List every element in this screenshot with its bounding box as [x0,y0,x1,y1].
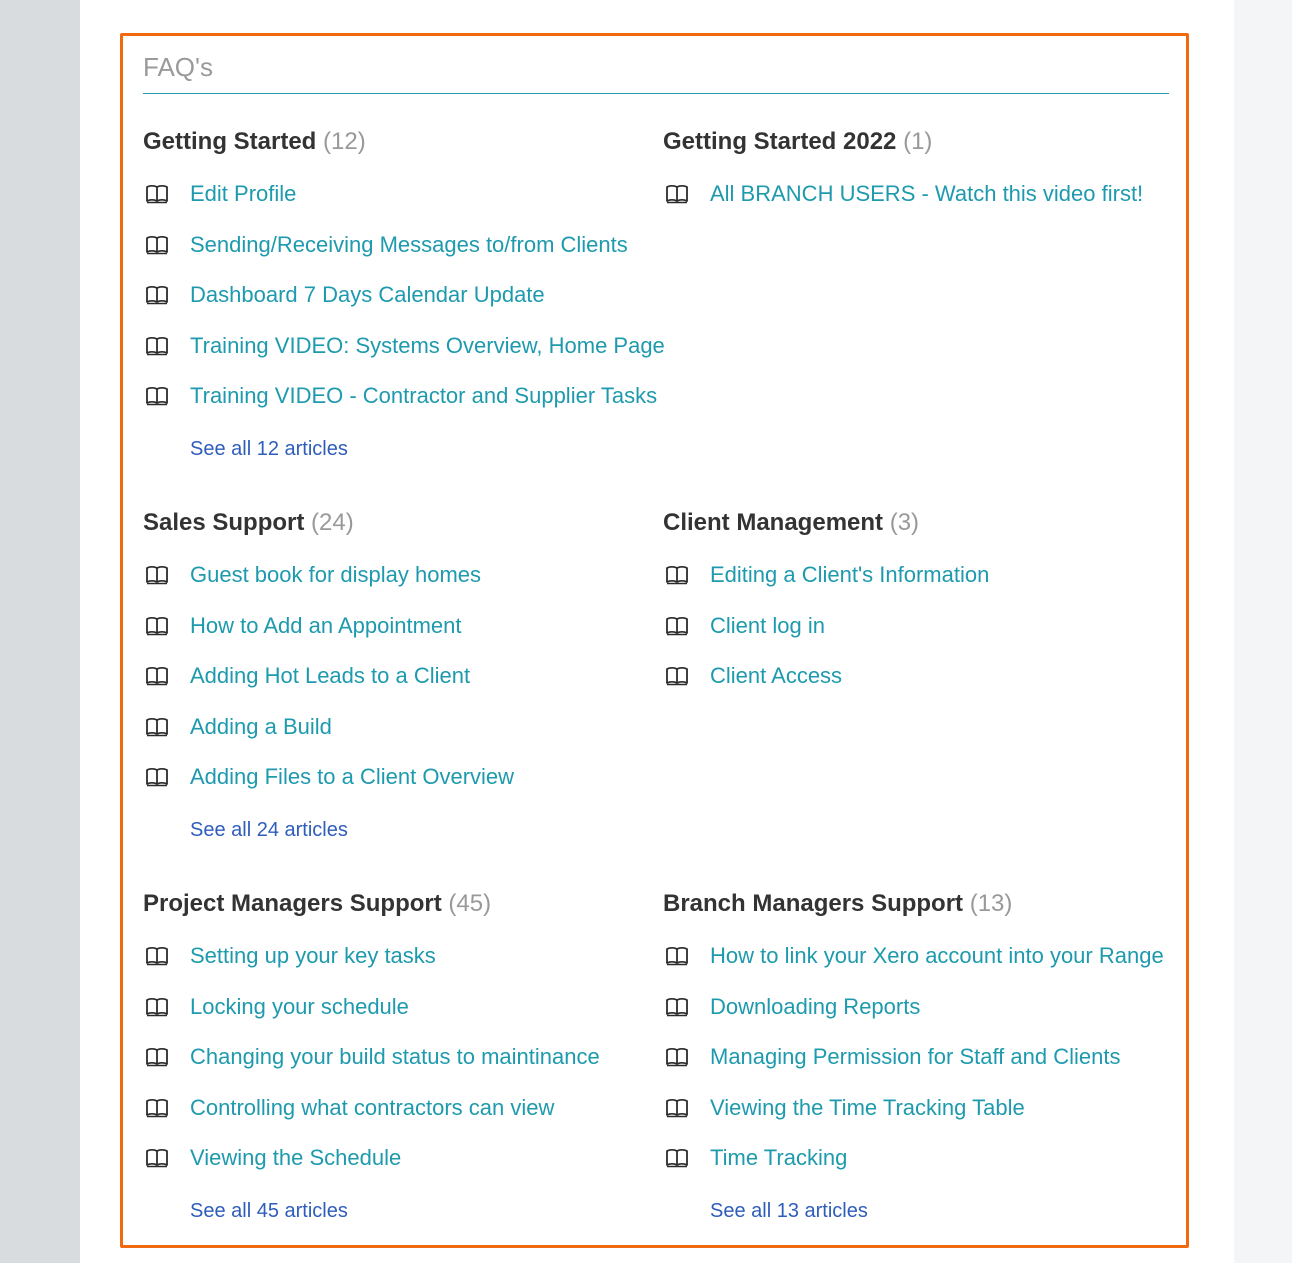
book-icon [146,235,168,255]
article-link[interactable]: All BRANCH USERS - Watch this video first! [710,181,1144,206]
article-link[interactable]: Downloading Reports [710,993,921,1019]
article-item [663,661,1143,712]
article-link[interactable]: Time Tracking [710,1145,848,1170]
book-icon [666,565,688,585]
book-icon [666,946,688,966]
article-link[interactable]: Setting up your key tasks [190,943,436,968]
faq-section-6 [663,887,1164,1226]
book-icon [146,1148,168,1168]
article-item [663,611,1143,662]
article-item [143,179,623,230]
book-icon [666,616,688,636]
book-icon [146,616,168,636]
section-count: (24) [311,509,354,536]
book-icon [666,1148,688,1168]
book-icon [146,767,168,787]
article-item [143,381,658,432]
see-all-articles-link[interactable]: See all 13 articles [710,1199,868,1222]
article-item [663,1143,1143,1194]
section-count: (13) [969,890,1013,917]
article-link[interactable]: Training VIDEO - Contractor and Supplier Tasks [190,383,658,408]
article-link[interactable]: How to link your Xero account into your Range [710,943,1164,968]
article-item [143,331,665,382]
article-item [143,1143,623,1194]
section-heading [663,506,1143,540]
section-heading [143,887,623,921]
section-title[interactable]: Branch Managers Support [663,890,964,917]
article-link[interactable]: Dashboard 7 Days Calendar Update [190,282,545,307]
article-link[interactable]: Adding a Build [190,713,332,739]
see-all-articles-link[interactable]: See all 12 articles [190,437,348,460]
book-icon [666,1047,688,1067]
book-icon [146,565,168,585]
right-gutter [1234,0,1292,1263]
book-icon [146,946,168,966]
section-count: (3) [889,509,920,536]
book-icon [146,1098,168,1118]
article-link[interactable]: Client Access [710,663,843,688]
article-list [663,941,1164,1194]
article-link[interactable]: Sending/Receiving Messages to/from Clients [190,231,628,257]
see-all-articles-link[interactable]: See all 45 articles [190,1199,348,1222]
article-link[interactable]: Viewing the Schedule [190,1145,402,1170]
article-item [143,280,623,331]
book-icon [146,717,168,737]
see-all-articles-link[interactable]: See all 24 articles [190,818,348,841]
article-item [663,992,1143,1043]
article-link[interactable]: Training VIDEO: Systems Overview, Home Page [190,332,665,358]
section-title[interactable]: Project Managers Support [143,890,442,917]
article-link[interactable]: Locking your schedule [190,993,409,1019]
book-icon [146,1047,168,1067]
article-item [143,941,623,992]
book-icon [146,336,168,356]
article-link[interactable]: Controlling what contractors can view [190,1094,555,1120]
section-heading [663,125,1143,159]
faq-section-3 [143,506,623,845]
article-item [143,661,623,712]
section-title[interactable]: Sales Support [143,509,305,536]
faq-section-2 [663,125,1143,230]
article-link[interactable]: Adding Hot Leads to a Client [190,663,471,688]
article-item [663,1093,1143,1144]
section-count: (45) [448,890,492,917]
article-item [663,941,1164,992]
article-item [143,230,628,281]
book-icon [146,666,168,686]
article-list [663,179,1143,230]
article-item [143,1042,623,1093]
article-item [143,762,623,813]
article-link[interactable]: Adding Files to a Client Overview [190,764,515,789]
article-link[interactable]: Viewing the Time Tracking Table [710,1094,1025,1120]
article-item [143,992,623,1043]
faq-title: FAQ's [143,52,1169,94]
article-item [663,560,1143,611]
book-icon [666,1098,688,1118]
article-link[interactable]: Editing a Client's Information [710,562,990,587]
faq-section-1 [143,125,665,464]
section-count: (1) [903,128,933,155]
book-icon [666,997,688,1017]
article-list [143,560,623,813]
section-heading [143,125,623,159]
article-link[interactable]: Changing your build status to maintinance [190,1044,600,1069]
article-list [663,560,1143,712]
book-icon [666,666,688,686]
section-heading [663,887,1143,921]
section-title[interactable]: Getting Started [143,128,317,155]
article-list [143,179,665,432]
article-item [143,1093,623,1144]
book-icon [146,386,168,406]
book-icon [146,285,168,305]
article-link[interactable]: Client log in [710,612,825,638]
faq-section-4 [663,506,1143,712]
book-icon [146,997,168,1017]
article-item [663,1042,1143,1093]
article-link[interactable]: Edit Profile [190,181,297,206]
article-item [143,712,623,763]
book-icon [666,184,688,204]
article-list [143,941,623,1194]
section-title[interactable]: Getting Started 2022 [663,128,897,155]
section-title[interactable]: Client Management [663,509,884,536]
article-link[interactable]: Guest book for display homes [190,562,482,587]
article-item [663,179,1143,230]
faq-section-5 [143,887,623,1226]
section-heading [143,506,623,540]
article-link[interactable]: How to Add an Appointment [190,612,462,638]
article-link[interactable]: Managing Permission for Staff and Clients [710,1044,1121,1069]
article-item [143,560,623,611]
section-count: (12) [323,128,366,155]
book-icon [146,184,168,204]
article-item [143,611,623,662]
